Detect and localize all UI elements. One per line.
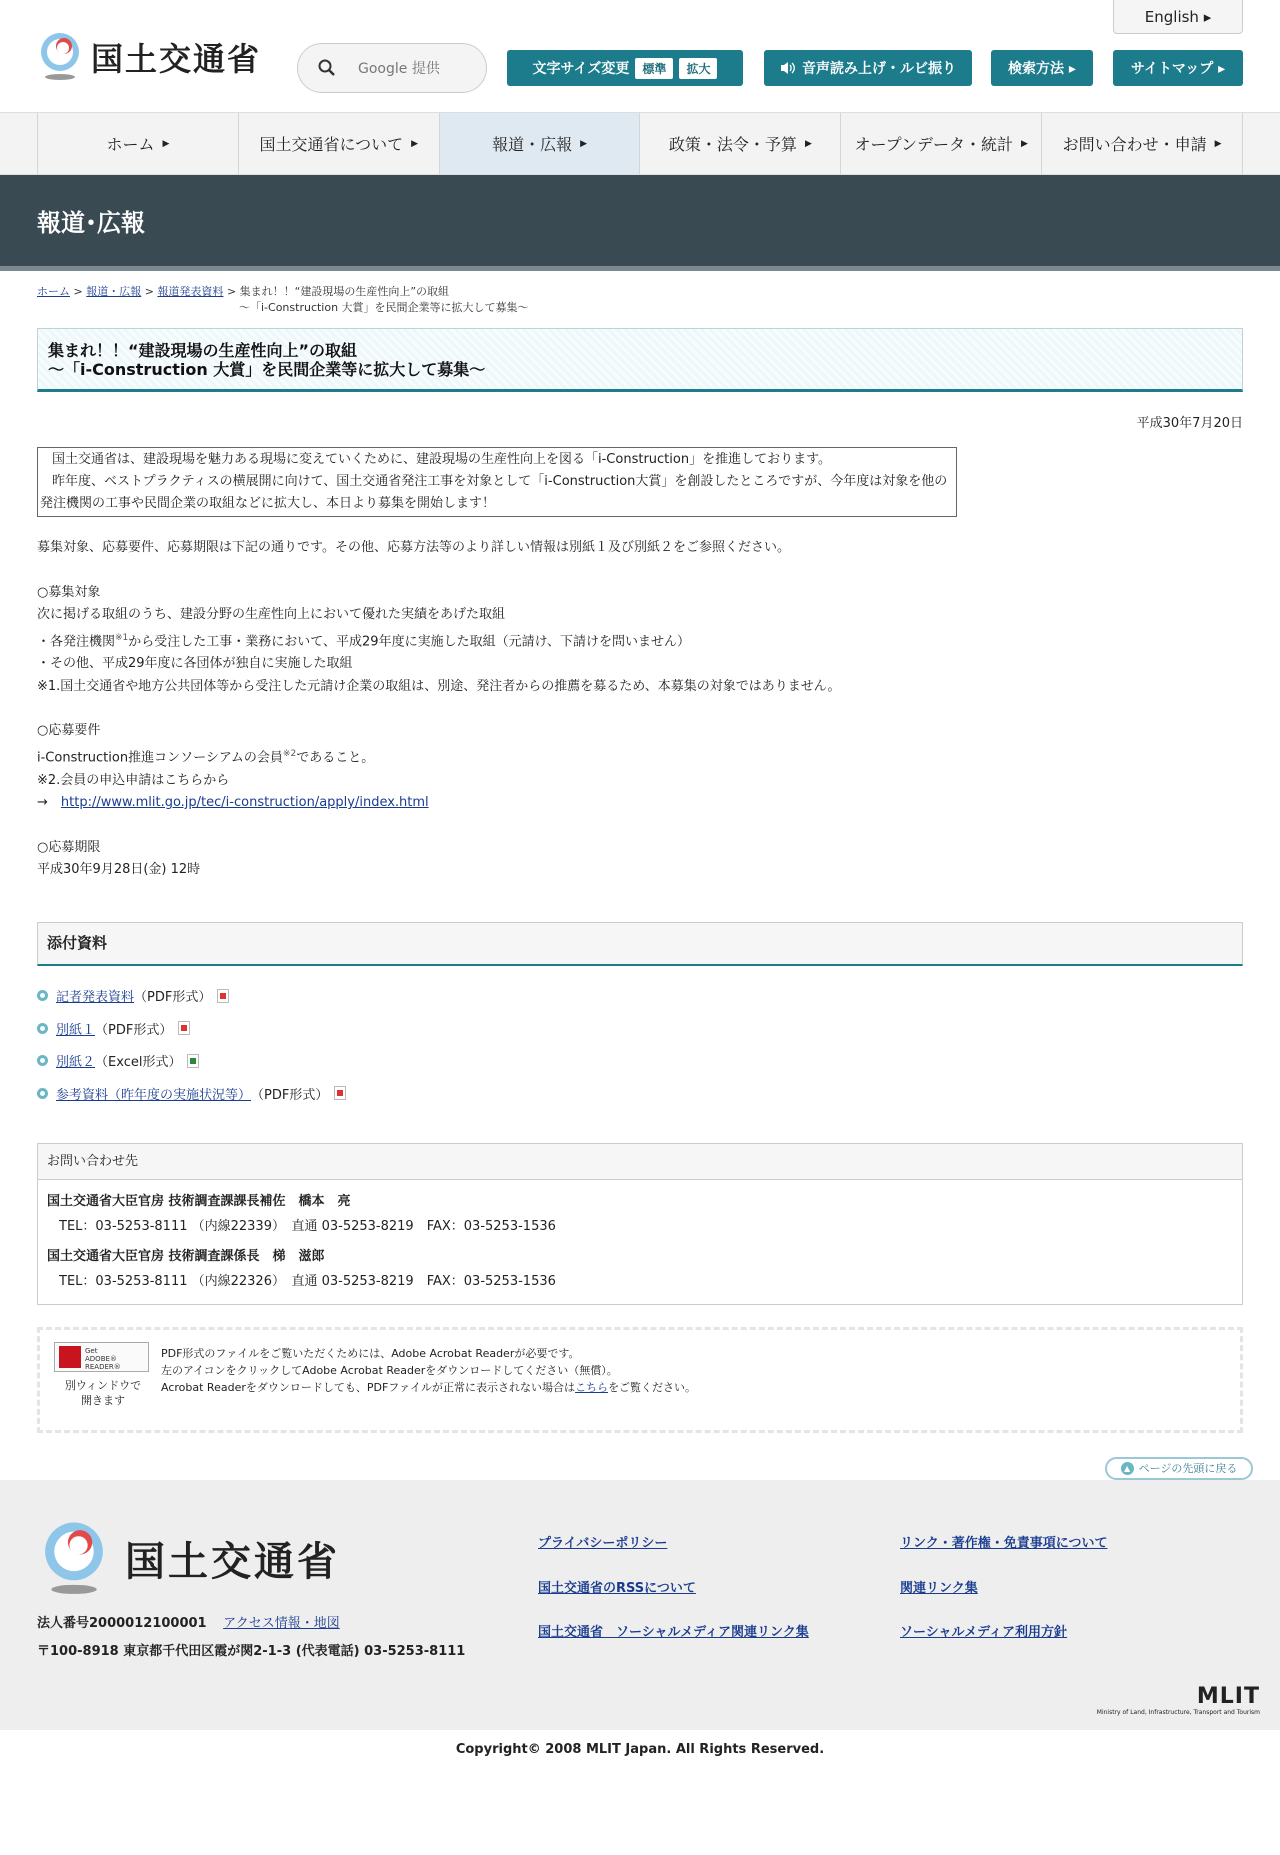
adobe-help-link[interactable]: こちら <box>575 1380 609 1394</box>
footer-address: 〒100-8918 東京都千代田区霞が関2-1-3 (代表電話) 03-5253-8111 <box>37 1643 466 1659</box>
pdf-icon <box>217 989 229 1003</box>
target-heading: ○募集対象 <box>37 584 101 600</box>
triangle-right-icon: ▶ <box>411 138 419 149</box>
bullet-icon <box>37 1023 48 1034</box>
nav-item-press[interactable]: 報道・広報 ▶ <box>439 113 640 174</box>
deadline-value: 平成30年9月28日(金) 12時 <box>37 862 201 878</box>
mlit-logo-icon <box>37 1518 111 1600</box>
search-box[interactable] <box>297 43 487 93</box>
nav-item-opendata[interactable]: オープンデータ・統計 ▶ <box>840 113 1041 174</box>
mlit-logo-icon <box>37 30 83 84</box>
speaker-icon <box>780 61 796 75</box>
page-top-area <box>37 1457 1253 1480</box>
contact-heading: お問い合わせ先 <box>38 1144 1242 1180</box>
search-method-button[interactable]: 検索方法 ▸ <box>991 50 1093 86</box>
english-button[interactable]: English ▸ <box>1113 0 1243 34</box>
voice-ruby-button[interactable] <box>764 50 972 86</box>
access-map-link[interactable]: アクセス情報・地図 <box>223 1615 340 1631</box>
search-icon[interactable] <box>318 59 336 77</box>
social-media-policy-link[interactable]: ソーシャルメディア利用方針 <box>900 1624 1068 1640</box>
article-title-box <box>37 328 1243 392</box>
attachment-item: 記者発表資料 （PDF形式） <box>37 980 1243 1013</box>
nav-item-policy[interactable]: 政策・法令・予算 ▶ <box>639 113 840 174</box>
breadcrumb-release[interactable]: 報道発表資料 <box>157 285 224 298</box>
breadcrumb-home[interactable]: ホーム <box>37 285 70 298</box>
adobe-caption: 別ウィンドウで 開きます <box>64 1378 142 1407</box>
attachment-link[interactable]: 記者発表資料 <box>56 990 135 1006</box>
attachment-item: 別紙１ （PDF形式） <box>37 1012 1243 1045</box>
triangle-right-icon: ▶ <box>580 138 588 149</box>
bullet-icon <box>37 990 48 1001</box>
page-top-button[interactable]: ▲ ページの先頭に戻る <box>1105 1457 1253 1480</box>
adobe-reader-box <box>37 1327 1243 1433</box>
nav-item-home[interactable]: ホーム ▶ <box>37 113 238 174</box>
breadcrumb-current: 集まれ！！“建設現場の生産性向上”の取組 <box>239 285 450 298</box>
copyright: Copyright© 2008 MLIT Japan. All Rights Reserved. <box>455 1741 825 1757</box>
global-nav <box>0 112 1280 175</box>
adobe-icon <box>59 1346 81 1368</box>
footer-logo-text: 国土交通省 <box>125 1539 340 1586</box>
breadcrumb-press[interactable]: 報道・広報 <box>86 285 142 298</box>
requirements-heading: ○応募要件 <box>37 723 101 739</box>
apply-link[interactable]: http://www.mlit.go.jp/tec/i-construction/apply/index.html <box>60 795 429 811</box>
logo-text: 国土交通省 <box>91 40 262 78</box>
pdf-icon <box>334 1086 346 1100</box>
deadline-heading: ○応募期限 <box>37 839 101 855</box>
font-size-label: 文字サイズ変更 <box>532 61 630 77</box>
related-links-link[interactable]: 関連リンク集 <box>900 1580 978 1596</box>
contact-tel-1: TEL：03-5253-8111 （内線22339） 直通 03-5253-8219 FAX：03-5253-1536 <box>59 1218 556 1234</box>
site-header <box>0 0 1280 112</box>
font-size-control <box>507 50 743 86</box>
pdf-icon <box>178 1021 190 1035</box>
bullet-icon <box>37 1055 48 1066</box>
social-media-links-link[interactable]: 国土交通省 ソーシャルメディア関連リンク集 <box>538 1624 809 1640</box>
contact-box <box>37 1143 1243 1305</box>
nav-item-contact[interactable]: お問い合わせ・申請 ▶ <box>1041 113 1243 174</box>
article-body: 募集対象、応募要件、応募期限は下記の通りです。その他、応募方法等のより詳しい情報は別紙１及び別紙２をご参照ください。 ○募集対象 次に掲げる取組のうち、建設分野の生産性向上において優れた実績をあげた取組 ・各発注機関$^{※1}$から受注した工事・業務において、平成29年度に実施した取組（元請け、下請けを問いません） ・その他、平成29年度に各団体が独自に実施した取組 ※1.国土交通省や地方公共団体等から受注した元請け企業の取組は、別途、発注者からの推薦を募るため、本募集の対象ではありません。 ○応募要件 i-Construction推進コンソーシアムの会員$^{※2}$であること。 ※2.会員の申込申請はこちらから → http://www.mlit.go.jp/tec/i-construction/apply/index.html ○応募期限 平成30年9月28日(金) 12時 <box>37 537 1243 882</box>
attachment-link[interactable]: 参考資料（昨年度の実施状況等） <box>56 1087 252 1103</box>
corporate-number: 法人番号2000012100001 アクセス情報・地図 <box>37 1615 340 1631</box>
font-size-large-button[interactable]: 拡大 <box>679 58 717 79</box>
contact-person-2: 国土交通省大臣官房 技術調査課係長 梯 滋郎 <box>47 1248 325 1264</box>
privacy-policy-link[interactable]: プライバシーポリシー <box>538 1535 668 1551</box>
font-size-standard-button[interactable]: 標準 <box>635 58 673 79</box>
lead-box: 国土交通省は、建設現場を魅力ある現場に変えていくために、建設現場の生産性向上を図る「i-Construction」を推進しております。 昨年度、ベストプラクティスの横展開に向けて、国土交通省発注工事を対象として「i-Construction大賞」を創設したところですが、今年度は対象を他の発注機関の工事や民間企業の取組などに拡大し、本日より募集を開始します！ <box>37 447 957 517</box>
search-input[interactable]: Google 提供 <box>358 61 440 77</box>
arrow-up-icon: ▲ <box>1121 1462 1134 1475</box>
get-adobe-reader-button[interactable]: Get ADOBE® READER® <box>54 1342 149 1372</box>
site-logo[interactable] <box>37 30 261 84</box>
attachment-link[interactable]: 別紙２ <box>56 1055 96 1071</box>
triangle-right-icon: ▶ <box>1214 138 1222 149</box>
bullet-icon <box>37 1088 48 1099</box>
copyright-disclaimer-link[interactable]: リンク・著作権・免責事項について <box>900 1535 1108 1551</box>
attachments-heading: 添付資料 <box>37 922 1243 966</box>
footer-logo[interactable] <box>37 1518 340 1600</box>
excel-icon <box>187 1054 199 1068</box>
page-banner <box>0 175 1280 271</box>
breadcrumb-current-line2: ～「i-Construction 大賞」を民間企業等に拡大して募集～ <box>239 301 529 314</box>
section-title: 報道･広報 <box>37 209 145 237</box>
rss-link[interactable]: 国土交通省のRSSについて <box>538 1580 696 1596</box>
mlit-wordmark: MLIT Ministry of Land, Infrastructure, Transport and Tourism <box>1096 1683 1260 1716</box>
triangle-right-icon: ▶ <box>804 138 812 149</box>
attachment-item: 参考資料（昨年度の実施状況等） （PDF形式） <box>37 1077 1243 1110</box>
main-content <box>37 284 1243 1480</box>
attachment-item: 別紙２ （Excel形式） <box>37 1045 1243 1078</box>
voice-label: 音声読み上げ・ルビ振り <box>802 61 956 77</box>
nav-item-about[interactable]: 国土交通省について ▶ <box>238 113 439 174</box>
breadcrumb: ホーム > 報道・広報 > 報道発表資料 > 集まれ！！“建設現場の生産性向上”の取組 ～「i-Construction 大賞」を民間企業等に拡大して募集～ <box>37 284 1243 316</box>
attachment-link[interactable]: 別紙１ <box>56 1022 96 1038</box>
contact-tel-2: TEL：03-5253-8111 （内線22326） 直通 03-5253-8219 FAX：03-5253-1536 <box>59 1273 556 1289</box>
site-footer <box>0 1480 1280 1730</box>
publish-date: 平成30年7月20日 <box>1136 416 1243 431</box>
contact-body <box>38 1180 1242 1304</box>
adobe-text: PDF形式のファイルをご覧いただくためには、Adobe Acrobat Readerが必要です。 左のアイコンをクリックしてAdobe Acrobat Readerをダウンロードしてください（無償）。 Acrobat Readerをダウンロードしても、PDFファイルが正常に表示されない場合はこちらをご覧ください。 <box>161 1346 697 1394</box>
article-title: 集まれ！！“建設現場の生産性向上”の取組 ～「i-Construction 大賞」を民間企業等に拡大して募集～ <box>48 341 486 379</box>
sitemap-button[interactable]: サイトマップ ▸ <box>1113 50 1243 86</box>
triangle-right-icon: ▶ <box>162 138 170 149</box>
contact-person-1: 国土交通省大臣官房 技術調査課課長補佐 橋本 亮 <box>47 1193 351 1209</box>
attachments-list <box>37 980 1243 1110</box>
triangle-right-icon: ▶ <box>1021 138 1028 149</box>
